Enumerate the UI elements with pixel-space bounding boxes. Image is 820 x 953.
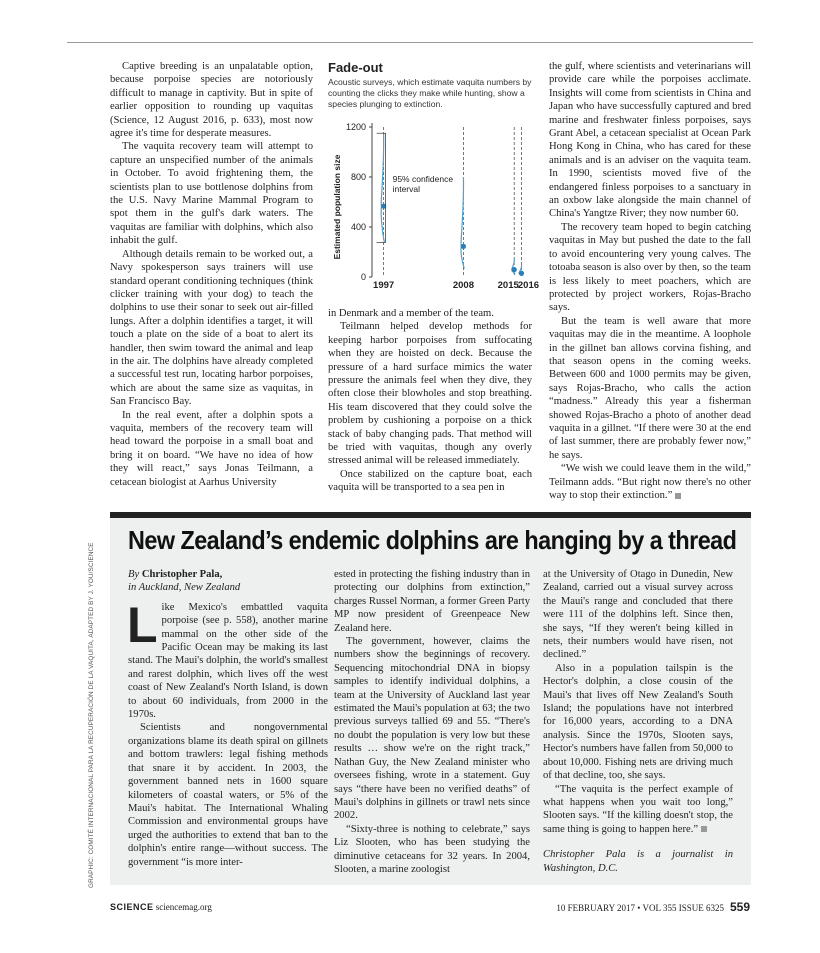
paragraph: in Denmark and a member of the team. xyxy=(328,308,494,319)
byline xyxy=(128,568,328,581)
y-axis-label: Estimated population size xyxy=(332,154,342,260)
end-mark-icon xyxy=(701,826,707,832)
paragraph: The recovery team hoped to begin catching vaquitas in May but pushed the date to the fall to avoid encountering very young calves. The totoaba season is also over by then, so the team is less likely to meet poachers, which are protected by project workers, Rojas-Bracho says. xyxy=(549,221,751,314)
box-column-3 xyxy=(543,568,733,875)
y-tick-label: 800 xyxy=(350,172,366,182)
top-article-column-2 xyxy=(328,307,532,495)
chart-annotation: interval xyxy=(392,184,421,194)
top-rule xyxy=(67,42,753,43)
chart-plot xyxy=(328,115,540,300)
fade-out-chart xyxy=(328,60,540,300)
end-mark-icon xyxy=(675,493,681,499)
drop-cap: L xyxy=(127,596,158,653)
journal-name: SCIENCE xyxy=(110,902,154,912)
page-number: 559 xyxy=(729,900,750,914)
site-url: sciencemag.org xyxy=(155,902,212,912)
x-tick-label: 2008 xyxy=(452,280,474,291)
byline-prefix: By xyxy=(128,569,140,580)
box-headline: New Zealand’s endemic dolphins are hanging by a thread xyxy=(128,525,737,555)
author-note: Christopher Pala is a journalist in Washington, D.C. xyxy=(543,849,733,874)
chart-subtitle: Acoustic surveys, which estimate vaquita numbers by counting the clicks they make while hunting, show a species plunging to extinction. xyxy=(328,77,532,109)
data-point xyxy=(512,267,517,272)
paragraph: In the real event, after a dolphin spots a vaquita, members of the recovery team will head toward the porpoise in a small boat and bring it on board. “We have no idea of how they will react,” says Jonas Teilmann, a cetacean biologist at Aarhus University xyxy=(110,409,313,488)
paragraph-text: ike Mexico's embattled vaquita porpoise (see p. 558), another marine mammal on the other side of the Pacific Ocean may be making its last stand. The Maui's dolphin, the world's smallest and rarest dolphin, which lives off the west coast of New Zealand's North Island, is down to about 60 individuals, from 2000 in the 1970s. xyxy=(128,601,328,721)
closing-quote: “The vaquita is the perfect example of what happens when you wait too long,” Slooten says. “If the killing doesn't stop, the same thing is going to happen here.” xyxy=(543,783,733,835)
chart-title: Fade-out xyxy=(328,60,383,75)
dateline-location: in Auckland, New Zealand xyxy=(128,582,241,594)
paragraph: The vaquita recovery team will attempt to capture an unspecified number of the animals in October. To avoid frightening them, the scientists plan to use bottlenose dolphins from the U.S. Navy Marine Mammal Program to spot them in the gulf's dark waters. The vaquitas are familiar with dolphins, which also inhabit the gulf. xyxy=(110,141,313,247)
y-tick-label: 0 xyxy=(360,272,366,282)
paragraph: Also in a population tailspin is the Hector's dolphin, a close cousin of the Maui's that lives off New Zealand's South Island; the populations have not interbred for 16,000 years, according to a DNA analysis. Since the 1970s, Slooten says, Hector's numbers have fallen from 50,000 to about 10,000. Fishing nets are driving much of that decline, too, she says. xyxy=(543,662,733,782)
top-article-column-3 xyxy=(549,60,751,502)
y-tick-label: 400 xyxy=(350,222,366,232)
y-tick-label: 1200 xyxy=(345,122,366,132)
dateline xyxy=(128,581,328,594)
issue-info: 10 FEBRUARY 2017 • VOL 355 ISSUE 6325 xyxy=(556,903,724,913)
top-article-column-1 xyxy=(110,60,313,489)
data-point xyxy=(461,244,466,249)
paragraph: Teilmann helped develop methods for keeping harbor porpoises from suffocating when they are hoisted on deck. Because the pressure of a hard surface mimics the water pressure the animals feel when they dive, they often close their blowholes and stop breathing. His team discovered that they could solve the problem by cushioning a porpoise on a thick stack of baby changing pads. That method will be tried with vaquitas, though any overly stressed animal will be released immediately. xyxy=(328,321,532,467)
box-top-bar xyxy=(110,512,751,518)
paragraph: “Sixty-three is nothing to celebrate,” says Liz Slooten, who has been studying the diminutive cetaceans for 32 years. In 2004, Slooten, a marine zoologist xyxy=(334,823,530,875)
author-name: Christopher Pala, xyxy=(141,569,223,580)
paragraph: the gulf, where scientists and veterinarians will provide care while the porpoises acclimate. Insights will come from scientists in China and Japan who have successfully captured and bred marine and freshwater finless porpoises, says Grant Abel, a cetacean specialist at Ocean Park Hong Kong in China, who has cared for these animals and is an adviser on the vaquita team. In 1990, scientists moved five of the endangered finless porpoises to a sanctuary in an oxbow lake alongside the main channel of China's Yangtze River; they now number 60. xyxy=(549,61,751,220)
paragraph: ested in protecting the fishing industry than in protecting our dolphins from extinction,” charges Russel Norman, a former Green Party MP now president of Greenpeace New Zealand here. xyxy=(334,569,530,634)
chart-annotation: 95% confidence xyxy=(392,174,454,184)
graphic-credit: GRAPHIC: COMITÉ INTERNACIONAL PARA LA RECUPERACIÓN DE LA VAQUITA, ADAPTED BY J. YOU/SCIENCE xyxy=(88,542,95,888)
data-point xyxy=(519,271,524,276)
paragraph: Scientists and nongovernmental organizations blame its death spiral on gillnets and bottom trawlers: legal fishing methods that snare it by accident. In 2003, the government banned nets in 1600 square kilometers of coastal waters, or 5% of the Maui's habitat. The International Whaling Commission and environmental groups have urged the authorities to extend that ban to the dolphin's entire range—without success. The government “is more inter- xyxy=(128,722,328,868)
box-column-2 xyxy=(334,568,530,876)
interval-bracket xyxy=(377,133,386,242)
paragraph: But the team is well aware that more vaquitas may die in the meantime. A loophole in the gillnet ban allows corvina fishing, and that season opens in the coming weeks. Between 600 and 1000 permits may be given, says Rojas-Bracho, who calls the action “madness.” Already this year a fisherman showed Rojas-Bracho a photo of another dead vaquita in a gillnet. “If there were 30 at the end of last summer, there are probably fewer now,” he says. xyxy=(549,315,751,461)
paragraph xyxy=(127,596,328,722)
confidence-interval xyxy=(461,177,464,269)
paragraph xyxy=(543,783,733,837)
paragraph: The government, however, claims the numbers show the beginnings of recovery. Sequencing mitochondrial DNA in biopsy samples to identify individual dolphins, a team at the University of Auckland last year estimated the Maui's population at 63; the two previous surveys tallied 69 and 55. “There's no doubt the population is very low but these results … show we're on the right track,” Nathan Guy, the New Zealand minister who oversees fishing, wrote in a statement. Guy says “there have been no verified deaths” of Maui's dolphins in gillnets or trawl nets since 2002. xyxy=(334,636,530,822)
paragraph: Captive breeding is an unpalatable option, because porpoise species are notoriously difficult to manage in captivity. But in spite of earlier opposition to rounding up vaquitas (Science, 12 August 2016, p. 633), most now agree it's time for desperate measures. xyxy=(110,61,313,140)
paragraph: Although details remain to be worked out, a Navy spokesperson says trainers will use standard operant conditioning techniques (think clicker training with your dog) to teach the dolphins to use their sonar to seek out air-filled lungs. After a dolphin identifies a target, it will touch a plate on the side of a boat to alert its handler, then swim toward the animal and leap in the air. The dolphins have already completed a successful test run, locating harbor porpoises, which are about the same size as vaquitas, in San Francisco Bay. xyxy=(110,248,313,408)
x-tick-label: 1997 xyxy=(373,280,395,291)
paragraph: at the University of Otago in Dunedin, New Zealand, carried out a visual survey across the Maui's range and concluded that there were 111 of the dolphins left. Since then, she says, “If they weren't being killed in nets, their numbers would have risen, not declined.” xyxy=(543,569,733,661)
x-tick-label: 2016 xyxy=(517,280,540,291)
x-tick-label: 2015 xyxy=(497,280,519,291)
paragraph: Once stabilized on the capture boat, each vaquita will be transported to a sea pen in xyxy=(328,468,532,494)
confidence-interval xyxy=(381,133,384,242)
footer-right xyxy=(556,900,750,914)
closing-quote: “We wish we could leave them in the wild,” Teilmann adds. “But right now there's no other way to stop their extinction.” xyxy=(549,463,751,501)
footer-left xyxy=(110,902,212,912)
box-column-1 xyxy=(128,568,328,869)
paragraph xyxy=(549,462,751,502)
